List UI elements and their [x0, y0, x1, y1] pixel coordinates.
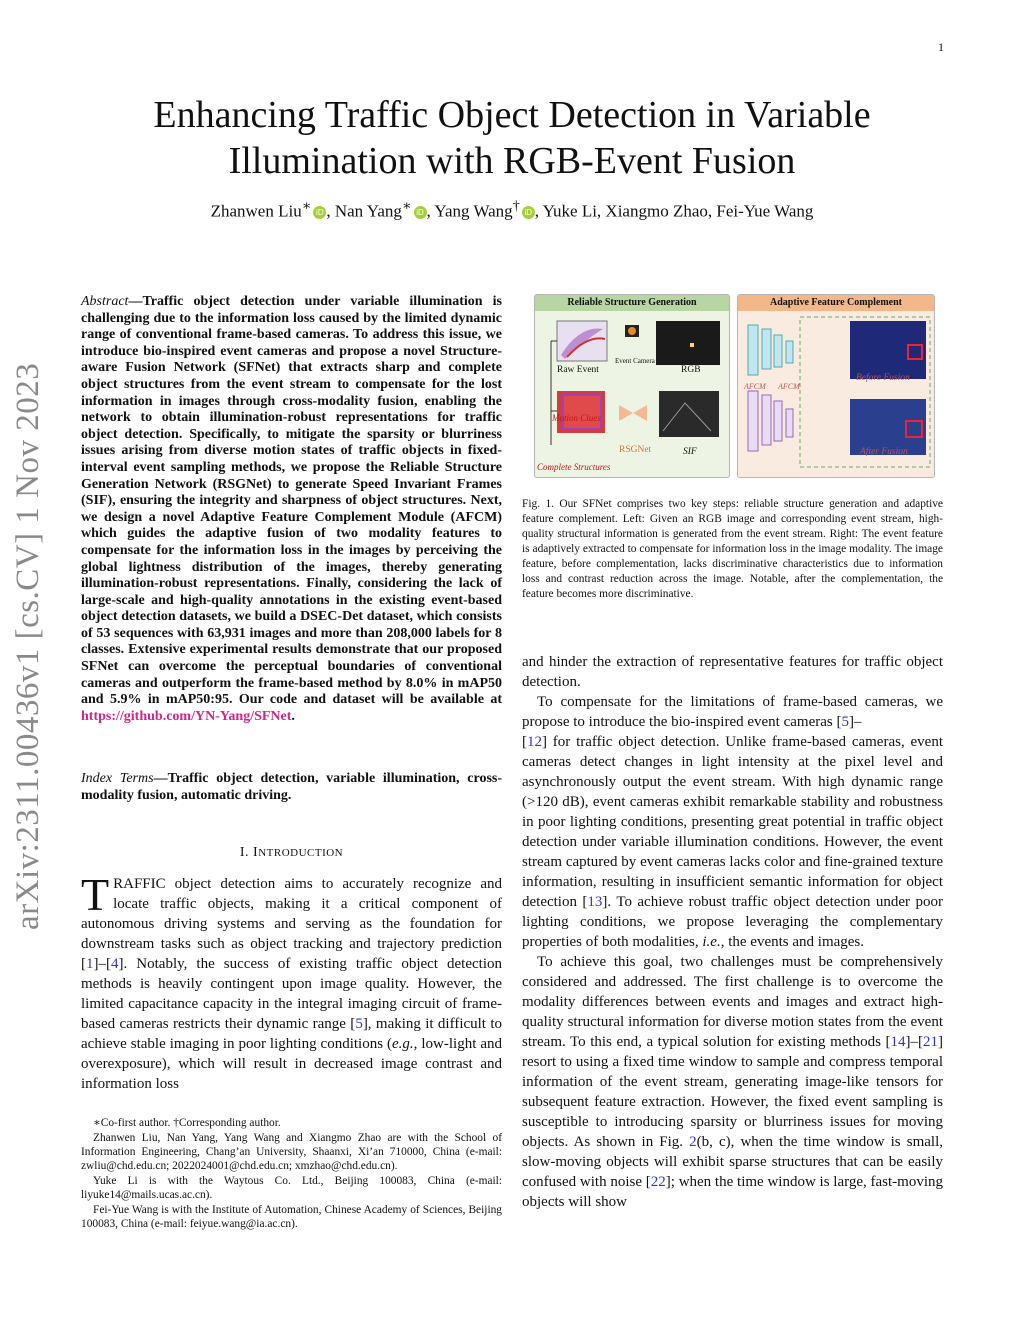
sif-label: SIF — [683, 447, 697, 457]
page-number: 1 — [938, 40, 944, 54]
orcid-icon[interactable]: iD — [313, 206, 326, 219]
paper-title — [80, 92, 944, 184]
title-line-1: Enhancing Traffic Object Detection in Variable — [153, 94, 871, 136]
paragraph-event-cameras: To compensate for the limitations of frame-based cameras, we propose to introduce the bio-inspired event cameras [5]– [12] for traffic object detection. Unlike frame-based cameras, event cameras detect changes in light intensity at the pixel level and asynchronously output the event stream. With high dynamic range (>120 dB), event cameras exhibit remarkable stability and robustness in poor lighting conditions, presenting great potential in traffic object detection under variable illumination conditions. However, the event stream captured by event cameras lacks color and fine-grained texture information, resulting in insufficient semantic information for object detection [13]. To achieve robust traffic object detection under poor lighting conditions, we propose leveraging the complementary properties of both modalities, i.e., the events and images. — [522, 694, 943, 950]
rgb-image — [656, 321, 720, 365]
motion-clues-label: Motion Clues — [552, 413, 601, 423]
citation-link[interactable]: 13 — [587, 894, 603, 910]
right-column-text — [522, 652, 943, 1212]
author-2: Nan Yang — [334, 201, 402, 221]
author-1-mark: ∗ — [301, 198, 312, 214]
arxiv-stamp: arXiv:2311.00436v1 [cs.CV] 1 Nov 2023 — [10, 362, 46, 930]
figure-link[interactable]: 2 — [689, 1134, 697, 1150]
section-heading — [81, 845, 502, 862]
index-terms-label: Index Terms — [81, 771, 154, 786]
citation-link[interactable]: 1 — [86, 956, 94, 972]
intro-text: RAFFIC object detection aims to accurately recognize and locate traffic objects, making it a critical component of autonomous driving systems and serving as the foundation for downstream tasks such as object tracking and trajectory prediction [ — [81, 876, 502, 972]
citation-link[interactable]: 5 — [841, 714, 849, 730]
abstract — [81, 294, 502, 725]
before-fusion-label: Before Fusion — [856, 373, 910, 383]
footnote-cofirst: ∗Co-first author. †Corresponding author. — [93, 1117, 281, 1129]
intro-paragraph: TRAFFIC object detection aims to accurately recognize and locate traffic objects, making it a critical component of autonomous driving systems and serving as the foundation for downstream tasks such as object tracking and trajectory prediction [1]–[4]. Notably, the success of existing traffic object detection methods is heavily contingent upon image quality. However, the limited capacitance capacity in the integral imaging circuit of frame-based cameras restricts their dynamic range [5], making it difficult to achieve stable imaging in poor lighting conditions (e.g., low-light and overexposure), which will result in decreased image contrast and information loss — [81, 869, 502, 1092]
footnote-affiliation-3: Fei-Yue Wang is with the Institute of Automation, Chinese Academy of Sciences, Beijing 100083, China (e-mail: feiyue.wang@ia.ac.cn). — [81, 1204, 502, 1230]
author-3-mark: † — [512, 198, 520, 214]
complete-structures-label: Complete Structures — [537, 462, 611, 472]
footnotes — [81, 1116, 502, 1232]
section-title-rest: NTRODUCTION — [258, 847, 344, 859]
citation-link[interactable]: 22 — [650, 1174, 666, 1190]
figure-1-caption: Fig. 1. Our SFNet comprises two key steps: reliable structure generation and adaptive feature complement. Left: Given an RGB image and corresponding event stream, high-quality structural information is generated from the event stream. Right: The event feature is adaptively extracted to compensate for information loss in the image modality. The image feature, before complementation, lacks discriminative characteristics due to information loss and contrast reduction across the image. Notable, after the complementation, the feature becomes more discriminative. — [522, 498, 943, 600]
rsgnet-shape — [619, 405, 633, 421]
intro-text: ], making it difficult to achieve stable imaging in poor lighting conditions ( — [81, 1016, 502, 1052]
orcid-icon[interactable]: iD — [414, 206, 427, 219]
afcm-label-2: AFCM — [778, 382, 800, 391]
before-fusion-image — [850, 321, 926, 379]
author-3: Yang Wang — [434, 201, 513, 221]
rsgnet-label: RSGNet — [619, 445, 652, 455]
title-line-2: Illumination with RGB-Event Fusion — [228, 140, 796, 182]
footnote-affiliation-2: Yuke Li is with the Waytous Co. Ltd., Beijing 100083, China (e-mail: liyuke14@mails.ucas.ac.cn). — [81, 1175, 502, 1201]
figure-1 — [534, 294, 934, 478]
after-fusion-label: After Fusion — [860, 447, 908, 457]
abstract-text: —Traffic object detection under variable illumination is challenging due to the information loss caused by the limited dynamic range of conventional frame-based cameras. To address this issue, we introduce bio-inspired event cameras and propose a novel Structure-aware Fusion Network (SFNet) that extracts sharp and complete object structures from the event stream to compensate for the lost information in images through cross-modality fusion, enabling the network to obtain illumination-robust representations for traffic object detection. Specifically, to mitigate the sparsity or blurriness issues arising from diverse motion states of traffic objects in fixed-interval event sampling methods, we propose the Reliable Structure Generation Network (RSGNet) to generate Speed Invariant Frames (SIF), ensuring the integrity and sharpness of object structures. Next, we design a novel Adaptive Feature Complement Module (AFCM) which guides the adaptive fusion of two modality features to compensate for the information loss in the images by perceiving the global lightness distribution of the images, thereby generating illumination-robust representations. Finally, considering the lack of large-scale and high-quality annotations in the existing event-based object detection datasets, we build a DSEC-Det dataset, which consists of 53 sequences with 63,931 images and more than 208,000 labels for 8 classes. Extensive experimental results demonstrate that our proposed SFNet can overcome the perceptual boundaries of conventional cameras and outperform the frame-based method by 8.0% in mAP50 and 5.9% in mAP50:95. Our code and dataset will be available at — [81, 294, 502, 708]
intro-text: , low-light and overexposure), which will result in decreased image contrast and information loss — [81, 1036, 502, 1092]
reliable-structure-panel — [534, 294, 730, 478]
right-panel-header: Adaptive Feature Complement — [738, 295, 934, 311]
intro-text: ]. Notably, the success of existing traffic object detection methods is heavily contingent upon image quality. However, the limited capacitance capacity in the integral imaging circuit of frame-based cameras restricts their dynamic range [ — [81, 956, 502, 1032]
author-rest: Yuke Li, Xiangmo Zhao, Fei-Yue Wang — [542, 201, 814, 221]
orcid-icon[interactable]: iD — [522, 206, 535, 219]
citation-link[interactable]: 14 — [890, 1034, 906, 1050]
paragraph-challenges: To achieve this goal, two challenges must be comprehensively considered and addressed. The first challenge is to overcome the modality differences between events and images and extract high-quality structural information for diverse motion states from the event stream. To this end, a typical solution for existing methods [14]–[21] resort to using a fixed time window to sample and compress temporal information of the event stream, generating image-like tensors for subsequent feature extraction. However, the fixed event sampling is susceptible to introducing sparsity or blurriness issues for moving objects. As shown in Fig. 2(b, c), when the time window is small, slow-moving objects will exhibit sparse structures that can be easily confused with noise [22]; when the time window is large, fast-moving objects will show — [522, 954, 944, 1210]
author-1: Zhanwen Liu — [210, 201, 302, 221]
index-terms — [81, 771, 502, 804]
afcm-label-1: AFCM — [744, 382, 766, 391]
author-list: Zhanwen Liu∗ iD , Nan Yang∗ iD , Yang Wang† iD , Yuke Li, Xiangmo Zhao, Fei-Yue Wang — [210, 198, 814, 221]
paragraph-continued: and hinder the extraction of representative features for traffic object detection. — [522, 654, 943, 690]
intro-text: e.g. — [392, 1036, 414, 1052]
citation-link[interactable]: 21 — [923, 1034, 938, 1050]
feature-block — [748, 325, 758, 375]
section-title-first: I — [253, 845, 259, 860]
rgb-label: RGB — [681, 365, 701, 375]
citation-link[interactable]: 5 — [355, 1016, 363, 1032]
raw-event-label: Raw Event — [557, 365, 599, 375]
event-camera-label: Event Camera — [615, 357, 655, 365]
index-terms-text: —Traffic object detection, variable illumination, cross-modality fusion, automatic driving. — [81, 771, 503, 803]
abstract-label: Abstract — [81, 294, 129, 309]
feature-block — [748, 391, 758, 451]
dropcap: T — [81, 869, 110, 920]
footnote-affiliation-1: Zhanwen Liu, Nan Yang, Yang Wang and Xiangmo Zhao are with the School of Information Engineering, Chang’an University, Shaanxi, Xi’an 710000, China (e-mail: zwliu@chd.edu.cn; 2022024001@chd.edu.cn; xmzhao@chd.edu.cn). — [81, 1132, 502, 1172]
section-numeral: I. — [239, 845, 250, 860]
citation-link[interactable]: 4 — [111, 956, 119, 972]
citation-link[interactable]: 12 — [527, 734, 542, 750]
abstract-end: . — [291, 708, 295, 724]
author-2-mark: ∗ — [401, 198, 412, 214]
adaptive-feature-panel — [737, 294, 935, 478]
left-panel-header: Reliable Structure Generation — [535, 295, 729, 311]
code-link[interactable]: https://github.com/YN-Yang/SFNet — [81, 708, 292, 724]
